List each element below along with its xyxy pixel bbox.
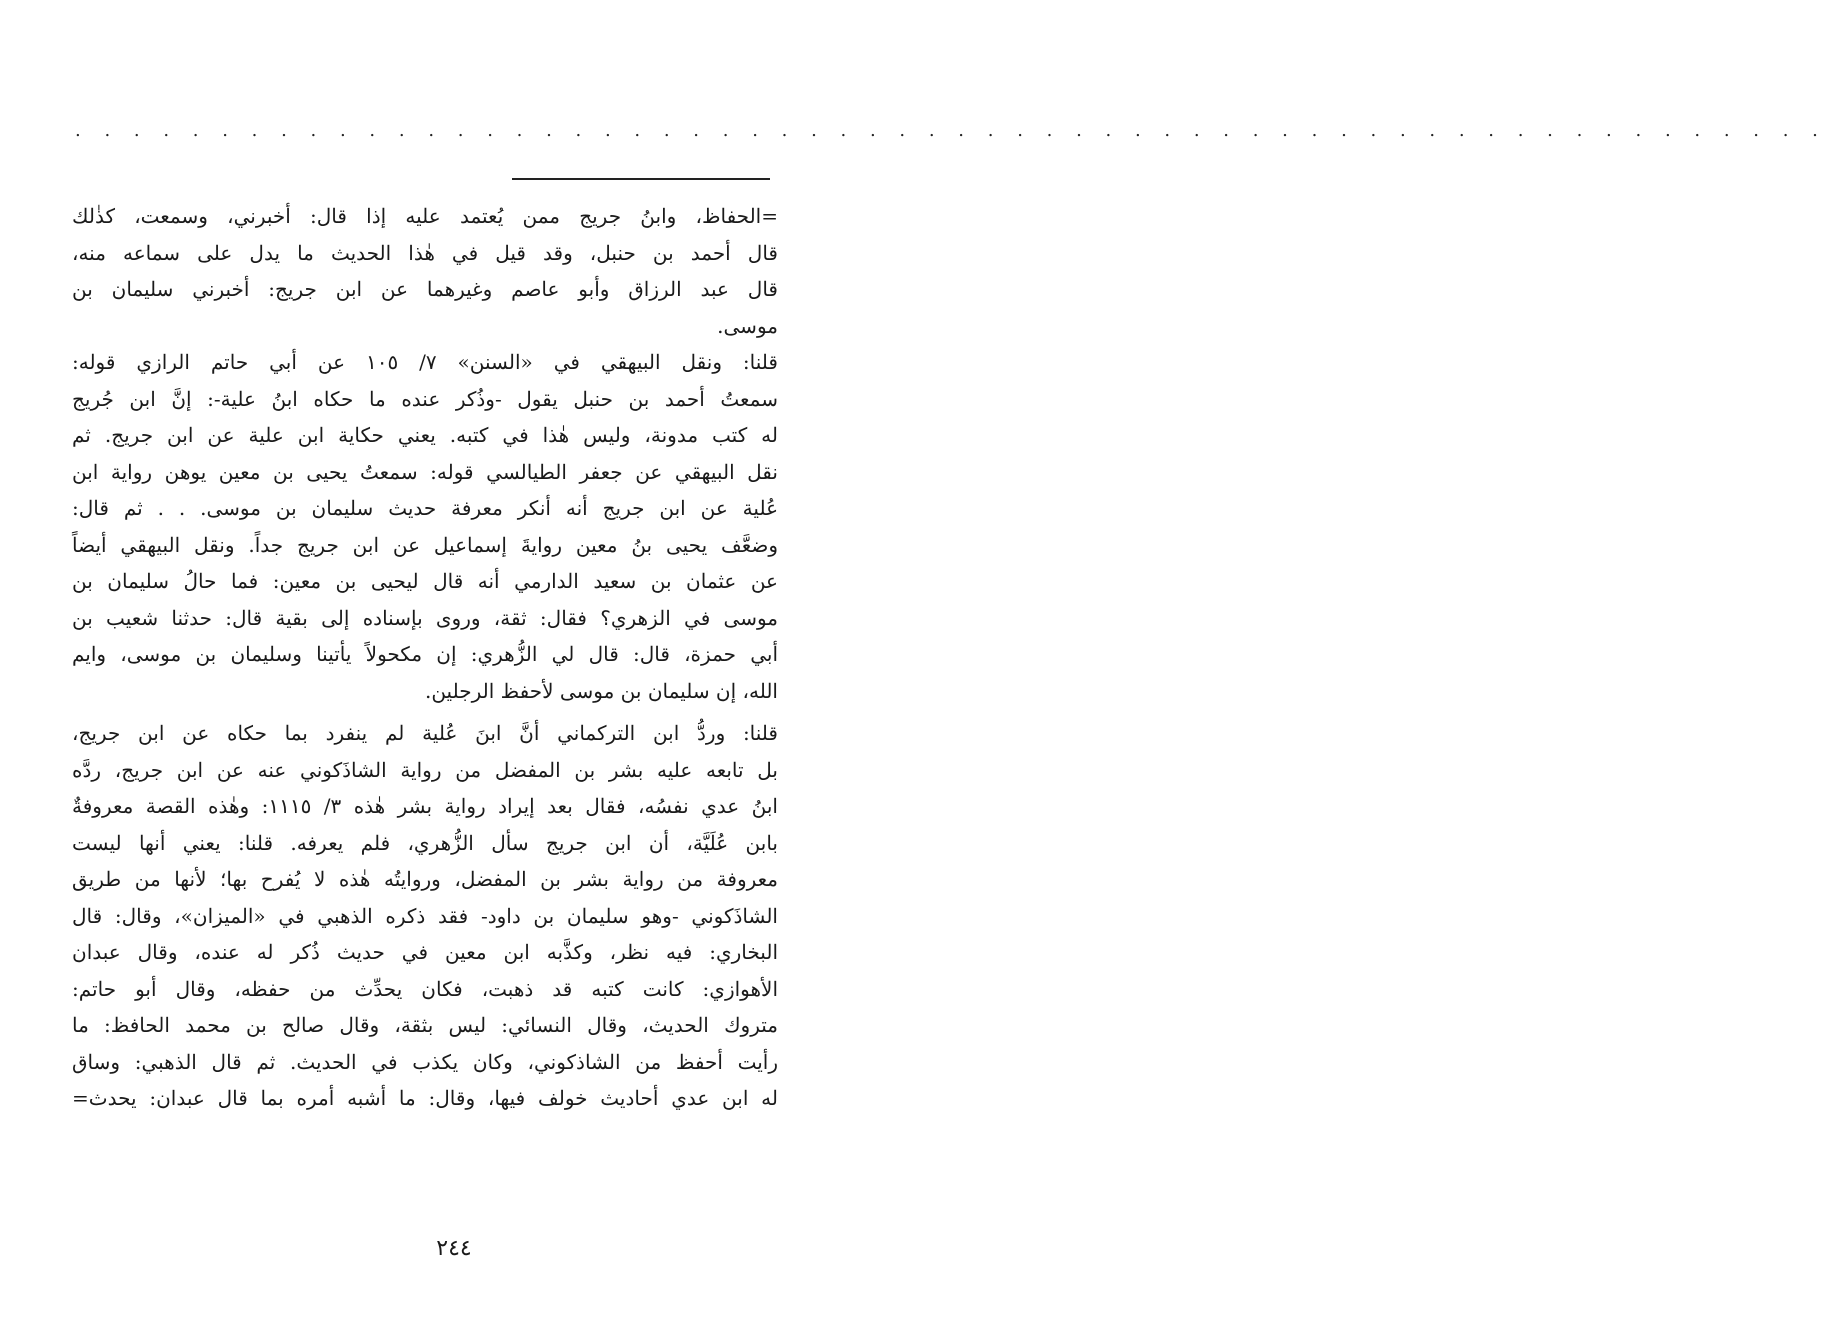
text-line: الله، إن سليمان بن موسى لأحفظ الرجلين. xyxy=(424,678,778,703)
text-line: وضعَّف يحيى بنُ معين روايةَ إسماعيل عن ابن جريج جداً. ونقل البيهقي أيضاً xyxy=(72,532,778,557)
text-line: قال عبد الرزاق وأبو عاصم وغيرهما عن ابن جريج: أخبرني سليمان بن xyxy=(72,277,778,301)
footnote-rule xyxy=(512,178,770,180)
text-line: عن عثمان بن سعيد الدارمي أنه قال ليحيى بن معين: فما حالُ سليمان بن xyxy=(72,569,778,593)
text-line: بابن عُلَيَّة، أن ابن جريج سأل الزُّهري، فلم يعرفه. قلنا: يعني أنها ليست xyxy=(72,830,778,855)
footnote-body xyxy=(72,198,778,1117)
text-line: قلنا: ونقل البيهقي في «السنن» ٧/ ١٠٥ عن أبي حاتم الرازي قوله: xyxy=(72,350,778,374)
text-line: ابنُ عدي نفسُه، فقال بعد إيراد رواية بشر هٰذه ٣/ ١١١٥: وهٰذه القصة معروفةٌ xyxy=(72,794,778,818)
text-line: له ابن عدي أحاديث خولف فيها، وقال: ما أشبه أمره بما قال عبدان: يحدث= xyxy=(72,1086,778,1110)
text-line: البخاري: فيه نظر، وكذَّبه ابن معين في حديث ذُكر له عنده، وقال عبدان xyxy=(72,940,778,964)
text-line: سمعتُ أحمد بن حنبل يقول -وذُكر عنده ما حكاه ابنُ علية-: إنَّ ابن جُريج xyxy=(72,386,778,411)
text-line: بل تابعه عليه بشر بن المفضل من رواية الشاذَكوني عنه عن ابن جريج، ردَّه xyxy=(72,757,778,782)
text-line: موسى. xyxy=(717,313,778,338)
text-line: عُلية عن ابن جريج أنه أنكر معرفة حديث سليمان بن موسى. . . ثم قال: xyxy=(72,496,778,520)
text-line: قلنا: وردُّ ابن التركماني أنَّ ابنَ عُلية لم ينفرد بما حكاه عن ابن جريج، xyxy=(72,721,778,745)
text-line: متروك الحديث، وقال النسائي: ليس بثقة، وقال صالح بن محمد الحافظ: ما xyxy=(72,1013,778,1037)
text-line: نقل البيهقي عن جعفر الطيالسي قوله: سمعتُ يحيى بن معين يوهن رواية ابن xyxy=(72,459,778,484)
text-line: معروفة من رواية بشر بن المفضل، وروايتُه هٰذه لا يُفرح بها؛ لأنها من طريق xyxy=(72,867,778,891)
text-line: الأهوازي: كانت كتبه قد ذهبت، فكان يحدِّث من حفظه، وقال أبو حاتم: xyxy=(72,976,778,1001)
text-line: =الحفاظ، وابنُ جريج ممن يُعتمد عليه إذا قال: أخبرني، وسمعت، كذٰلك xyxy=(72,204,778,228)
text-line: له كتب مدونة، وليس هٰذا في كتبه. يعني حكاية ابن علية عن ابن جريج. ثم xyxy=(72,423,778,447)
text-line: الشاذَكوني -وهو سليمان بن داود- فقد ذكره الذهبي في «الميزان»، وقال: قال xyxy=(72,903,778,928)
dotted-separator: . . . . . . . . . . . . . . . . . . . . . . . . . . . . . . . . . . . . . . . . . . . . . . . . . . . . . . . . . . . . xyxy=(75,120,1827,141)
text-line: موسى في الزهري؟ فقال: ثقة، وروى بإسناده إلى بقية قال: حدثنا شعيب بن xyxy=(72,605,778,630)
text-line: رأيت أحفظ من الشاذكوني، وكان يكذب في الحديث. ثم قال الذهبي: وساق xyxy=(72,1049,778,1074)
page-number: ٢٤٤ xyxy=(436,1236,472,1261)
text-line: أبي حمزة، قال: قال لي الزُّهري: إن مكحولاً يأتينا وسليمان بن موسى، وايم xyxy=(72,642,778,666)
text-line: قال أحمد بن حنبل، وقد قيل في هٰذا الحديث ما يدل على سماعه منه، xyxy=(72,240,778,265)
